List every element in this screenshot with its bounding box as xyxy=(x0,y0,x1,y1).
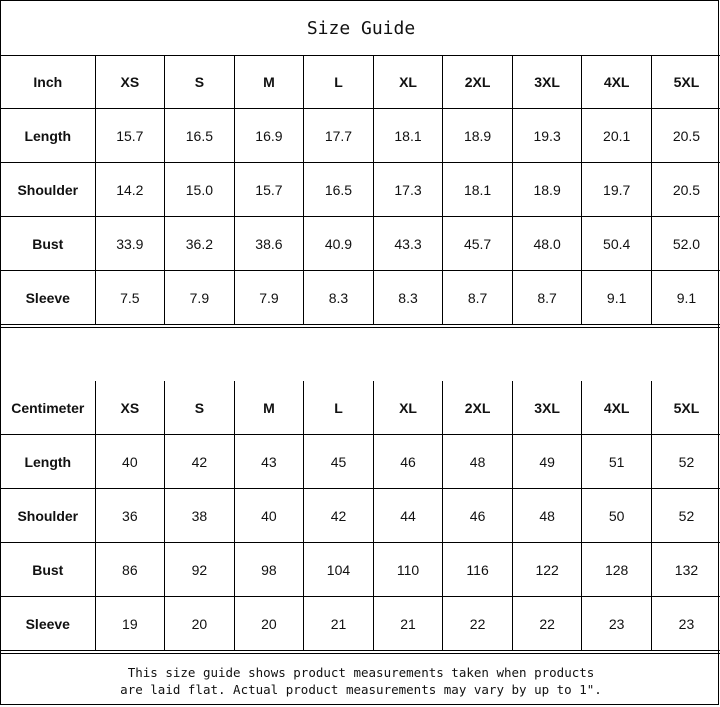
measurement-value: 9.1 xyxy=(582,271,652,325)
measurement-value: 19.7 xyxy=(582,163,652,217)
measurement-value: 23 xyxy=(651,597,720,651)
measurement-value: 7.5 xyxy=(95,271,165,325)
size-header: 4XL xyxy=(582,381,652,435)
measurement-value: 132 xyxy=(651,543,720,597)
size-header: 4XL xyxy=(582,55,652,109)
size-header: XS xyxy=(95,381,165,435)
measurement-value: 8.3 xyxy=(373,271,443,325)
measurement-value: 52 xyxy=(651,435,720,489)
measurement-value: 20.5 xyxy=(651,109,720,163)
measurement-value: 8.7 xyxy=(512,271,582,325)
measurement-value: 51 xyxy=(582,435,652,489)
measurement-value: 50.4 xyxy=(582,217,652,271)
measurement-value: 15.7 xyxy=(234,163,304,217)
measurement-value: 18.9 xyxy=(512,163,582,217)
measurement-label: Bust xyxy=(1,543,95,597)
measurement-value: 48 xyxy=(512,489,582,543)
measurement-value: 52 xyxy=(651,489,720,543)
measurement-label: Sleeve xyxy=(1,597,95,651)
measurement-value: 20.1 xyxy=(582,109,652,163)
table-row xyxy=(1,271,720,325)
measurement-value: 17.7 xyxy=(304,109,374,163)
measurement-value: 7.9 xyxy=(165,271,235,325)
size-header: 2XL xyxy=(443,381,513,435)
size-header: 5XL xyxy=(651,381,720,435)
size-header: 5XL xyxy=(651,55,720,109)
measurement-value: 48.0 xyxy=(512,217,582,271)
size-header: 2XL xyxy=(443,55,513,109)
table-row xyxy=(1,163,720,217)
measurement-value: 40 xyxy=(234,489,304,543)
size-header: XS xyxy=(95,55,165,109)
size-header: S xyxy=(165,55,235,109)
measurement-label: Bust xyxy=(1,217,95,271)
measurement-value: 18.9 xyxy=(443,109,513,163)
measurement-label: Sleeve xyxy=(1,271,95,325)
measurement-value: 8.7 xyxy=(443,271,513,325)
measurement-value: 104 xyxy=(304,543,374,597)
table-row xyxy=(1,109,720,163)
measurement-value: 42 xyxy=(165,435,235,489)
measurement-value: 86 xyxy=(95,543,165,597)
measurement-value: 38 xyxy=(165,489,235,543)
measurement-value: 49 xyxy=(512,435,582,489)
measurement-value: 36 xyxy=(95,489,165,543)
table-row xyxy=(1,543,720,597)
measurement-value: 110 xyxy=(373,543,443,597)
size-header: L xyxy=(304,381,374,435)
measurement-value: 43.3 xyxy=(373,217,443,271)
measurement-value: 92 xyxy=(165,543,235,597)
table-row xyxy=(1,217,720,271)
measurement-value: 19 xyxy=(95,597,165,651)
measurement-value: 42 xyxy=(304,489,374,543)
note-line-1: This size guide shows product measurements taken when products xyxy=(127,664,595,680)
page-title: Size Guide xyxy=(1,1,720,56)
size-header: M xyxy=(234,55,304,109)
measurement-value: 45.7 xyxy=(443,217,513,271)
measurement-value: 16.5 xyxy=(304,163,374,217)
measurement-value: 18.1 xyxy=(443,163,513,217)
centimeter-size-table xyxy=(1,381,720,651)
measurement-value: 17.3 xyxy=(373,163,443,217)
measurement-value: 98 xyxy=(234,543,304,597)
inch-size-table xyxy=(1,55,720,325)
measurement-value: 38.6 xyxy=(234,217,304,271)
size-header: XL xyxy=(373,381,443,435)
measurement-note xyxy=(1,653,720,707)
measurement-value: 46 xyxy=(373,435,443,489)
measurement-value: 9.1 xyxy=(651,271,720,325)
measurement-value: 18.1 xyxy=(373,109,443,163)
measurement-value: 16.5 xyxy=(165,109,235,163)
measurement-value: 21 xyxy=(304,597,374,651)
measurement-label: Shoulder xyxy=(1,489,95,543)
measurement-value: 20.5 xyxy=(651,163,720,217)
measurement-label: Length xyxy=(1,435,95,489)
measurement-value: 15.0 xyxy=(165,163,235,217)
measurement-value: 7.9 xyxy=(234,271,304,325)
measurement-value: 46 xyxy=(443,489,513,543)
header-row xyxy=(1,55,720,109)
header-row xyxy=(1,381,720,435)
size-header: S xyxy=(165,381,235,435)
measurement-value: 33.9 xyxy=(95,217,165,271)
measurement-value: 22 xyxy=(443,597,513,651)
measurement-value: 21 xyxy=(373,597,443,651)
measurement-value: 8.3 xyxy=(304,271,374,325)
size-header: M xyxy=(234,381,304,435)
measurement-value: 43 xyxy=(234,435,304,489)
measurement-value: 22 xyxy=(512,597,582,651)
unit-label: Inch xyxy=(1,55,95,109)
measurement-value: 44 xyxy=(373,489,443,543)
measurement-value: 48 xyxy=(443,435,513,489)
measurement-label: Shoulder xyxy=(1,163,95,217)
measurement-value: 23 xyxy=(582,597,652,651)
measurement-value: 20 xyxy=(165,597,235,651)
measurement-value: 128 xyxy=(582,543,652,597)
measurement-value: 19.3 xyxy=(512,109,582,163)
table-row xyxy=(1,597,720,651)
measurement-label: Length xyxy=(1,109,95,163)
table-row xyxy=(1,489,720,543)
size-header: XL xyxy=(373,55,443,109)
measurement-value: 14.2 xyxy=(95,163,165,217)
measurement-value: 16.9 xyxy=(234,109,304,163)
measurement-value: 40.9 xyxy=(304,217,374,271)
measurement-value: 45 xyxy=(304,435,374,489)
measurement-value: 50 xyxy=(582,489,652,543)
size-header: 3XL xyxy=(512,381,582,435)
note-line-2: are laid flat. Actual product measurements may vary by up to 1". xyxy=(120,681,602,697)
measurement-value: 20 xyxy=(234,597,304,651)
size-header: L xyxy=(304,55,374,109)
measurement-value: 116 xyxy=(443,543,513,597)
measurement-value: 40 xyxy=(95,435,165,489)
measurement-value: 122 xyxy=(512,543,582,597)
table-spacer xyxy=(1,327,720,381)
unit-label: Centimeter xyxy=(1,381,95,435)
size-header: 3XL xyxy=(512,55,582,109)
measurement-value: 15.7 xyxy=(95,109,165,163)
measurement-value: 52.0 xyxy=(651,217,720,271)
measurement-value: 36.2 xyxy=(165,217,235,271)
table-row xyxy=(1,435,720,489)
